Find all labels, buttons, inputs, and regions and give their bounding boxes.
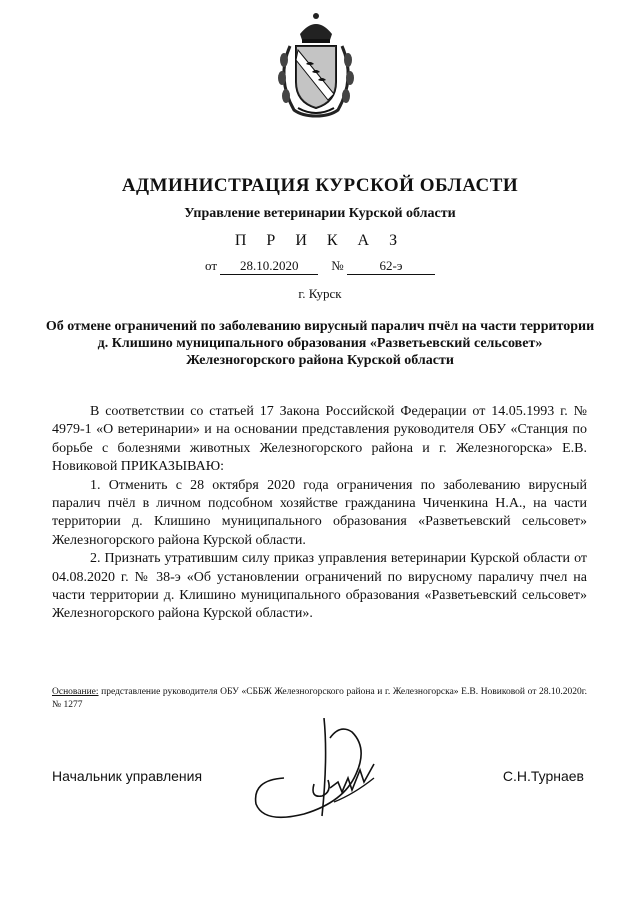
organization-title: АДМИНИСТРАЦИЯ КУРСКОЙ ОБЛАСТИ bbox=[121, 175, 519, 196]
date-prefix: от bbox=[205, 258, 218, 273]
city: г. Курск bbox=[298, 286, 342, 301]
order-date: 28.10.2020 bbox=[220, 258, 318, 275]
basis-label: Основание: bbox=[52, 687, 99, 697]
coat-of-arms-emblem bbox=[272, 8, 360, 118]
order-number: 62-э bbox=[347, 258, 435, 275]
preamble-paragraph: В соответствии со статьей 17 Закона Российской Федерации от 14.05.1993 г. № 4979-1 «О ветеринарии» и на основании представления руководителя ОБУ «Станция по борьбе с болезнями животных Железногорского района и г. Железногорска» Е.В. Новиковой ПРИКАЗЫВАЮ: bbox=[52, 404, 587, 475]
basis-footnote bbox=[52, 686, 587, 712]
document-type: П Р И К А З bbox=[234, 232, 406, 249]
date-number-line bbox=[40, 258, 600, 275]
handwritten-signature bbox=[244, 718, 394, 828]
clause-1-paragraph: 1. Отменить с 28 октября 2020 года ограничения по заболеванию вирусный паралич пчёл в личном подсобном хозяйстве гражданина Чиченкина Н.А., на части территории д. Клишино муниципального образования «Разветьевский сельсовет» Железногорского района Курской области. bbox=[52, 477, 587, 548]
clause-2-paragraph: 2. Признать утратившим силу приказ управления ветеринарии Курской области от 04.08.2020 г. № 38-э «Об установлении ограничений по вирусному параличу пчел на части территории д. Клишино муниципального образования «Разветьевский сельсовет» Железногорского района Курской области». bbox=[52, 551, 587, 622]
number-prefix: № bbox=[331, 258, 344, 273]
order-body bbox=[52, 403, 587, 624]
signatory-name: С.Н.Турнаев bbox=[502, 768, 584, 784]
department-name: Управление ветеринарии Курской области bbox=[184, 206, 456, 221]
order-heading: Об отмене ограничений по заболеванию вирусный паралич пчёл на части территории д. Клишино муниципального образования «Разветьевский сельсовет» Железногорского района Курской области bbox=[45, 319, 595, 368]
signatory-position: Начальник управления bbox=[52, 768, 203, 784]
basis-text: представление руководителя ОБУ «СББЖ Железногорского района и г. Железногорска» Е.В. Новиковой от 28.10.2020г. № 1277 bbox=[52, 687, 587, 710]
